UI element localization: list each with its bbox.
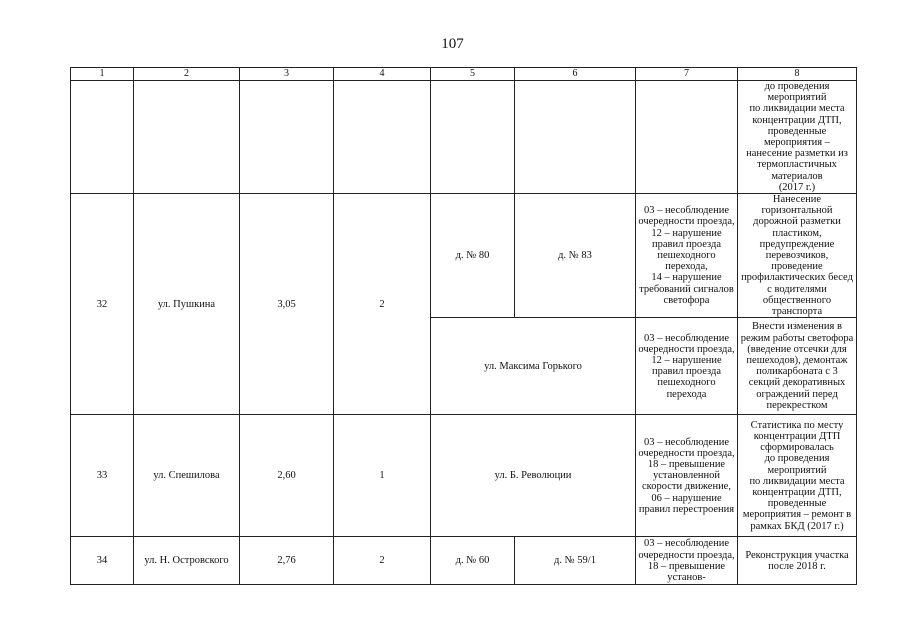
site-start: д. № 80: [431, 194, 515, 318]
table-cell: [515, 81, 636, 194]
measures-cell: Внести изменения в режим работы светофора (введение отсечки для пешеходов), демонтаж поликарбоната с 3 секций декоративных ограждений перед перекрестком: [738, 318, 857, 415]
site-count: 2: [334, 537, 431, 585]
column-number: 5: [431, 68, 515, 81]
table-cell: [240, 81, 334, 194]
column-number: 8: [738, 68, 857, 81]
section-length: 2,60: [240, 415, 334, 537]
violations-cell: 03 – несоблюдение очередности проезда, 18 – превышение установ-: [636, 537, 738, 585]
site-end: д. № 59/1: [515, 537, 636, 585]
row-number: 32: [71, 194, 134, 415]
table-cell: [431, 81, 515, 194]
violations-cell: 03 – несоблюдение очередности проезда, 12 – нарушение правил проезда пешеходного перехода: [636, 318, 738, 415]
row-number: 34: [71, 537, 134, 585]
measures-cell: до проведения мероприятий по ликвидации места концентрации ДТП, проведенные мероприятия – нанесение разметки из термопластичных материалов (2017 г.): [738, 81, 857, 194]
column-number-row: [71, 68, 857, 81]
table-cell: [334, 81, 431, 194]
row-number: 33: [71, 415, 134, 537]
site-count: 2: [334, 194, 431, 415]
section-length: 2,76: [240, 537, 334, 585]
street-name: ул. Пушкина: [134, 194, 240, 415]
column-number: 2: [134, 68, 240, 81]
street-name: ул. Н. Островского: [134, 537, 240, 585]
violations-cell: 03 – несоблюдение очередности проезда, 12 – нарушение правил проезда пешеходного перехода, 14 – нарушение требований сигналов светофора: [636, 194, 738, 318]
table-row: [71, 81, 857, 194]
site-count: 1: [334, 415, 431, 537]
measures-cell: Реконструкция участка после 2018 г.: [738, 537, 857, 585]
table-cell: [134, 81, 240, 194]
page-number: 107: [441, 36, 464, 52]
site-place: ул. Б. Революции: [431, 415, 636, 537]
table-row: [71, 415, 857, 537]
site-end: д. № 83: [515, 194, 636, 318]
table-cell: [71, 81, 134, 194]
table-row: [71, 537, 857, 585]
table-row: [71, 194, 857, 318]
column-number: 1: [71, 68, 134, 81]
measures-cell: Статистика по месту концентрации ДТП сформировалась до проведения мероприятий по ликвидации места концентрации ДТП, проведенные мероприятия – ремонт в рамках БКД (2017 г.): [738, 415, 857, 537]
site-start: д. № 60: [431, 537, 515, 585]
violations-cell: 03 – несоблюдение очередности проезда, 18 – превышение установленной скорости движение, 06 – нарушение правил перестроения: [636, 415, 738, 537]
column-number: 4: [334, 68, 431, 81]
column-number: 6: [515, 68, 636, 81]
section-length: 3,05: [240, 194, 334, 415]
street-name: ул. Спешилова: [134, 415, 240, 537]
table-cell: [636, 81, 738, 194]
measures-cell: Нанесение горизонтальной дорожной разметки пластиком, предупреждение перевозчиков, проведение профилактических бесед с водителями общественного транспорта: [738, 194, 857, 318]
accident-sites-table: [70, 67, 857, 585]
column-number: 7: [636, 68, 738, 81]
site-place: ул. Максима Горького: [431, 318, 636, 415]
column-number: 3: [240, 68, 334, 81]
